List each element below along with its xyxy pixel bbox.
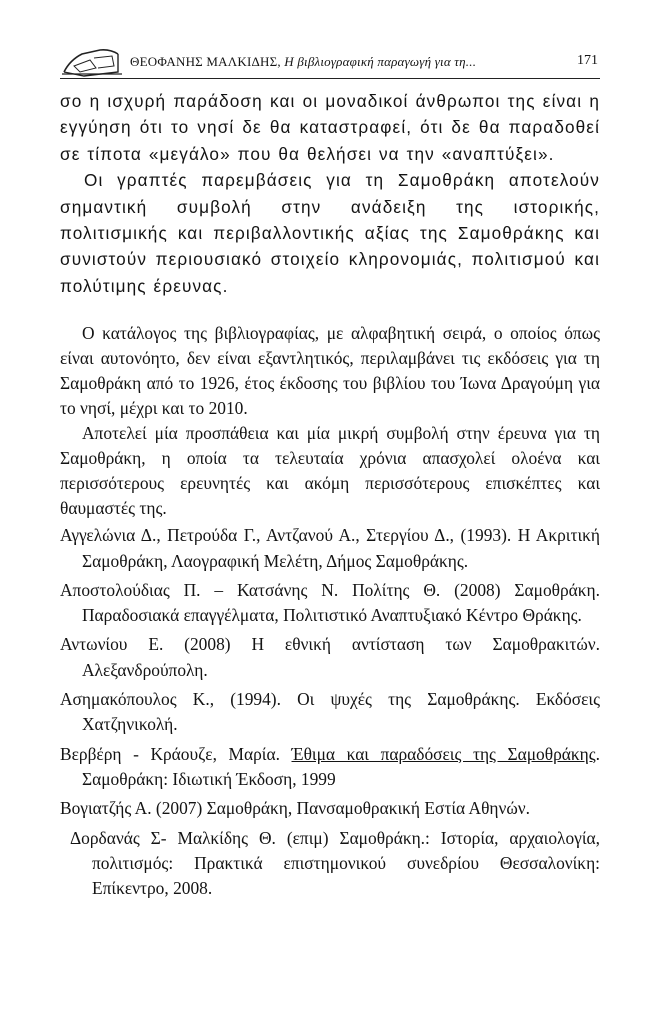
reference-item: Βογιατζής Α. (2007) Σαμοθράκη, Πανσαμοθρακική Εστία Αθηνών. <box>60 798 531 819</box>
reference-item: Δορδανάς Σ- Μαλκίδης Θ. (επιμ) Σαμοθράκη.: Ιστορία, αρχαιολογία, πολιτισμός: Πρακτικά επιστημονικού συνεδρίου Θεσσαλονίκη: Επίκεντρο, 2008. <box>70 827 600 899</box>
bibliography-list <box>60 523 600 901</box>
paragraph-catalogue: Ο κατάλογος της βιβλιογραφίας, με αλφαβητική σειρά, ο οποίος όπως είναι αυτονόητο, δεν είναι εξαντλητικός, περιλαμβάνει τις εκδόσεις για τη Σαμοθράκη από το 1926, έτος έκδοσης του βιβλίου του Ίωνα Δραγούμη για το νησί, μέχρι και το 2010. <box>60 323 600 419</box>
paragraph-continuation: σο η ισχυρή παράδοση και οι μοναδικοί άνθρωποι της είναι η εγγύηση ότι το νησί δε θα καταστραφεί, ότι δε θα παραδοθεί σε τίποτα «μεγάλο» που θα θελήσει να την «αναπτύξει». <box>60 91 600 164</box>
page-body <box>60 88 600 905</box>
running-head-text <box>130 54 476 70</box>
running-header <box>60 44 600 78</box>
header-book-title: Η βιβλιογραφική παραγωγή για τη... <box>284 54 477 69</box>
header-rule <box>60 78 600 79</box>
paragraph-contribution: Αποτελεί μία προσπάθεια και μία μικρή συμβολή στην έρευνα για τη Σαμοθράκη, η οποία τα τελευταία χρόνια απασχολεί ολοένα και περισσότερους ερευνητές και ακόμη περισσότερους επισκέπτες και θαυμαστές της. <box>60 423 600 519</box>
reference-title-underlined: Έθιμα και παραδόσεις της Σαμοθράκης <box>291 743 596 764</box>
reference-author: Βερβέρη - Κράουζε, Μαρία. <box>60 743 280 764</box>
reference-item: Αντωνίου Ε. (2008) Η εθνική αντίσταση των Σαμοθρακιτών. Αλεξανδρούπολη. <box>60 634 600 680</box>
reference-item: Αποστολούδιας Π. – Κατσάνης Ν. Πολίτης Θ. (2008) Σαμοθράκη. Παραδοσιακά επαγγέλματα, Πολιτιστικό Αναπτυξιακό Κέντρο Θράκης. <box>60 579 600 626</box>
publisher-logo-icon <box>60 46 122 78</box>
paragraph-contributions: Οι γραπτές παρεμβάσεις για τη Σαμοθράκη αποτελούν σημαντική συμβολή στην ανάδειξη της ιστορικής, πολιτισμικής και περιβαλλοντικής αξίας της Σαμοθράκης και συνιστούν περιουσιακό στοιχείο κληρονομιάς, πολιτισμού και πολύτιμης έρευνας. <box>60 170 600 296</box>
header-author: ΘΕΟΦΑΝΗΣ ΜΑΛΚΙΔΗΣ, <box>130 54 281 69</box>
section-gap <box>60 299 600 321</box>
reference-rest: . Σαμοθράκη: Ιδιωτική Έκδοση, 1999 <box>82 743 600 789</box>
reference-item: Ασημακόπουλος Κ., (1994). Οι ψυχές της Σαμοθράκης. Εκδόσεις Χατζηνικολή. <box>60 689 600 735</box>
page-number: 171 <box>577 53 598 68</box>
reference-item: Αγγελώνια Δ., Πετρούδα Γ., Αντζανού Α., Στεργίου Δ., (1993). Η Ακριτική Σαμοθράκη, Λαογραφική Μελέτη, Δήμος Σαμοθράκης. <box>60 525 600 571</box>
reference-item-ververi <box>60 742 600 793</box>
